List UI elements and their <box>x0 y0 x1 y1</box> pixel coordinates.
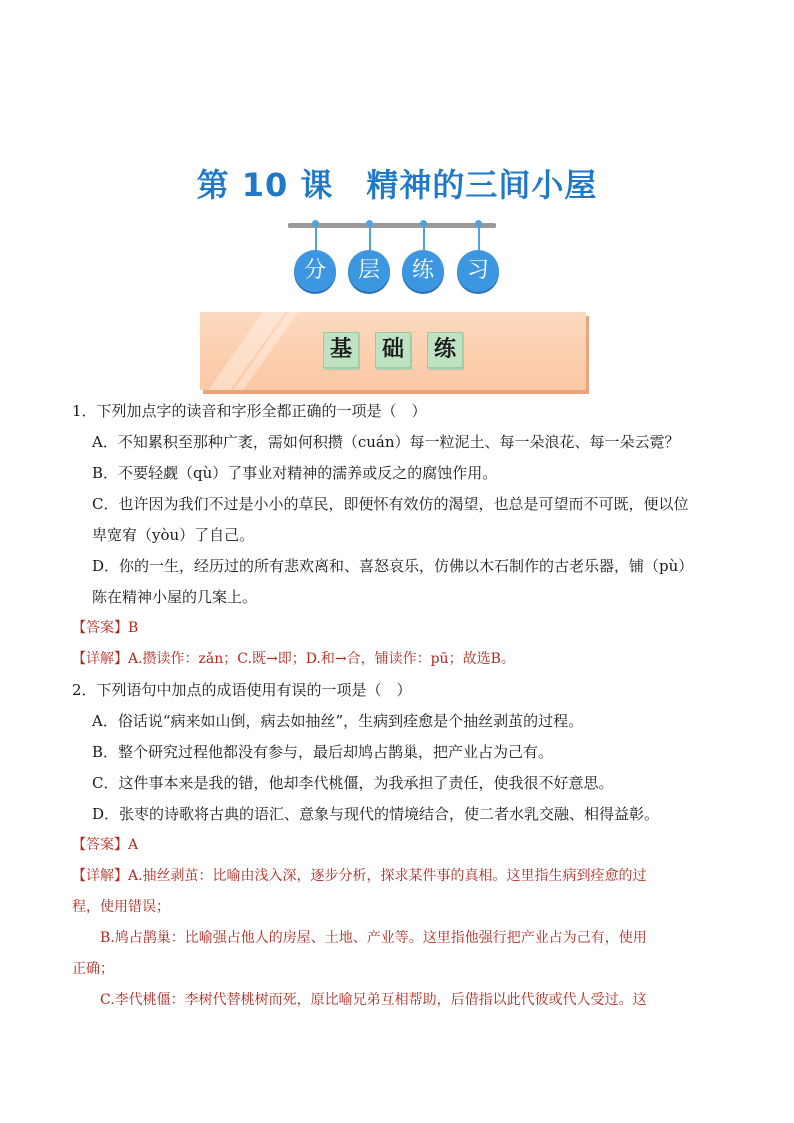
answer-value: B <box>128 620 139 636</box>
answer-value: A <box>128 837 139 853</box>
question-1-detail <box>72 644 736 675</box>
detail-text: A.攒读作：zǎn；C.既→即；D.和→合，铺读作：pū；故选B。 <box>128 651 515 667</box>
question-1-answer <box>72 613 736 644</box>
banner-pin <box>475 220 482 227</box>
question-1-option-d: D．你的一生，经历过的所有悲欢离和、喜怒哀乐，仿佛以木石制作的古老乐器，铺（pù） <box>92 557 694 575</box>
detail-tag: 【详解】 <box>72 868 128 884</box>
banner-bar <box>288 223 496 228</box>
section-char: 练 <box>427 332 463 368</box>
question-2-detail-a-cont: 程，使用错误； <box>72 899 170 915</box>
question-1-stem: 1．下列加点字的读音和字形全都正确的一项是（ ） <box>72 402 427 420</box>
question-2-stem: 2．下列语句中加点的成语使用有误的一项是（ ） <box>72 681 412 699</box>
banner-pin <box>366 220 373 227</box>
question-1-option-d-cont: 陈在精神小屋的几案上。 <box>92 588 258 606</box>
banner-char: 习 <box>457 250 499 292</box>
banner-pin <box>312 220 319 227</box>
banner-char: 层 <box>348 250 390 292</box>
question-1-option-b: B．不要轻觑（qù）了事业对精神的濡养或反之的腐蚀作用。 <box>92 464 498 482</box>
banner-pin <box>420 220 427 227</box>
basic-practice-panel <box>200 312 586 390</box>
banner-char: 练 <box>402 250 444 292</box>
banner-char: 分 <box>294 250 336 292</box>
answer-tag: 【答案】 <box>72 620 128 636</box>
question-2-option-b: B．整个研究过程他都没有参与，最后却鸠占鹊巢，把产业占为己有。 <box>92 743 554 761</box>
section-char: 基 <box>323 332 359 368</box>
question-1-option-c: C．也许因为我们不过是小小的草民，即便怀有效仿的渴望，也总是可望而不可既，便以位 <box>92 495 689 513</box>
section-label <box>200 332 586 368</box>
detail-text: A.抽丝剥茧：比喻由浅入深，逐步分析，探求某件事的真相。这里指生病到痊愈的过 <box>128 868 647 884</box>
page-title: 第 10 课 精神的三间小屋 <box>196 166 598 204</box>
question-2-answer <box>72 830 736 861</box>
question-1-option-c-cont: 卑宽宥（yòu）了自己。 <box>92 526 255 544</box>
question-2-detail-c: C.李代桃僵：李树代替桃树而死，原比喻兄弟互相帮助，后借指以此代彼或代人受过。这 <box>100 992 647 1008</box>
section-char: 础 <box>375 332 411 368</box>
question-2-option-a: A．俗话说“病来如山倒，病去如抽丝”，生病到痊愈是个抽丝剥茧的过程。 <box>92 712 584 730</box>
answer-tag: 【答案】 <box>72 837 128 853</box>
question-2-detail-b-cont: 正确； <box>72 961 114 977</box>
question-2-detail-b: B.鸠占鹊巢：比喻强占他人的房屋、土地、产业等。这里指他强行把产业占为己有，使用 <box>100 930 647 946</box>
layered-practice-banner <box>288 220 508 300</box>
detail-tag: 【详解】 <box>72 651 128 667</box>
question-1-option-a: A．不知累积至那种广袤，需如何积攒（cuán）每一粒泥土、每一朵浪花、每一朵云霓？ <box>92 433 680 451</box>
question-2-detail-a <box>72 861 736 892</box>
question-2-option-c: C．这件事本来是我的错，他却李代桃僵，为我承担了责任，使我很不好意思。 <box>92 774 614 792</box>
question-2-option-d: D．张枣的诗歌将古典的语汇、意象与现代的情境结合，使二者水乳交融、相得益彰。 <box>92 805 660 823</box>
questions <box>72 396 736 1016</box>
